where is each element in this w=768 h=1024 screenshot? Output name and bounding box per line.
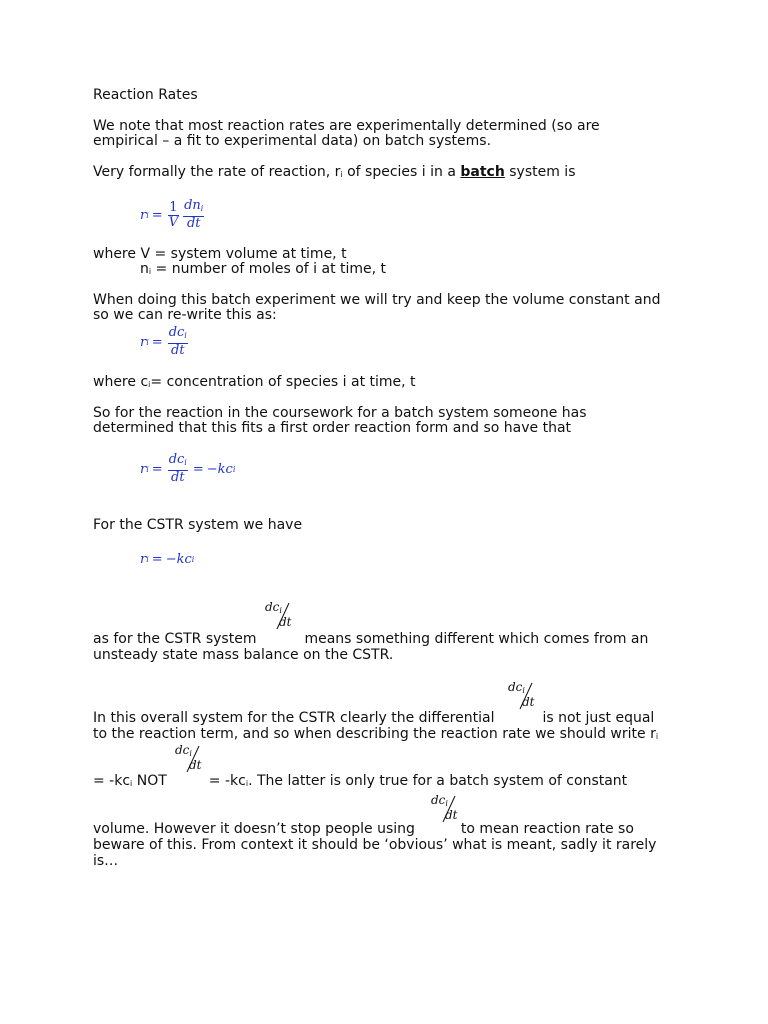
equation-first-order: r i = $\frac{\text{dci}}{dt}$ = −kc i xyxy=(140,452,236,485)
cstr-para-line-2: unsteady state mass balance on the CSTR. xyxy=(93,647,394,663)
overall-para-line-6: is… xyxy=(93,853,119,869)
dc-dt-inline-fraction: dci dt xyxy=(508,680,535,709)
constant-volume-line-2: so we can re-write this as: xyxy=(93,307,277,323)
equation-rate-definition: r i = $\frac{1}{V}$ $\frac{\text{dni}}{dt}$ xyxy=(140,199,206,231)
dc-dt-inline-fraction: dci dt xyxy=(265,600,292,629)
batch-emphasis: batch xyxy=(460,164,505,180)
cstr-intro-line: For the CSTR system we have xyxy=(93,517,303,533)
equation-cstr-rate: r i = −kc i xyxy=(140,552,195,567)
where-moles-line: $n_i$ = number of moles of i at time, t xyxy=(140,261,387,277)
fraction-dc-dt: $\frac{\text{dci}}{dt}$ xyxy=(168,325,187,358)
where-concentration-line: where $c_i=$ concentration of species i at time, t xyxy=(93,374,416,390)
formal-definition-line: Very formally the rate of reaction, $r_i$ of species i in a batch system is xyxy=(93,164,576,180)
page-title: Reaction Rates xyxy=(93,87,198,103)
overall-para-line-2: to the reaction term, and so when describing the reaction rate we should write $r_i$ xyxy=(93,726,659,742)
dc-dt-inline-fraction: dci dt xyxy=(431,793,458,822)
fraction-dn-dt: $\frac{\text{dni}}{dt}$ xyxy=(184,198,204,231)
fraction-dc-dt: $\frac{\text{dci}}{dt}$ xyxy=(168,452,187,485)
constant-volume-line-1: When doing this batch experiment we will try and keep the volume constant and xyxy=(93,292,661,308)
overall-para-line-3: = $-kc_i$ NOT = $-kc_i$. The latter is only true for a batch system of constant xyxy=(93,773,628,789)
where-volume-line: where V = system volume at time, t xyxy=(93,246,347,262)
dc-dt-inline-fraction: dci dt xyxy=(175,743,202,772)
overall-para-line-1: In this overall system for the CSTR clearly the differential is not just equal xyxy=(93,710,655,726)
coursework-line-1: So for the reaction in the coursework for a batch system someone has xyxy=(93,405,587,421)
fraction-one-over-v: $\frac{1}{V}$ xyxy=(168,199,179,230)
intro-line-1: We note that most reaction rates are experimentally determined (so are xyxy=(93,118,600,134)
overall-para-line-5: beware of this. From context it should be ‘obvious’ what is meant, sadly it rarely xyxy=(93,837,657,853)
cstr-para-line-1: as for the CSTR system means something different which comes from an xyxy=(93,631,649,647)
equation-rate-concentration: r i = $\frac{\text{dci}}{dt}$ xyxy=(140,326,190,358)
coursework-line-2: determined that this fits a first order reaction form and so have that xyxy=(93,420,572,436)
intro-line-2: empirical – a fit to experimental data) on batch systems. xyxy=(93,133,492,149)
overall-para-line-4: volume. However it doesn’t stop people using to mean reaction rate so xyxy=(93,821,634,837)
